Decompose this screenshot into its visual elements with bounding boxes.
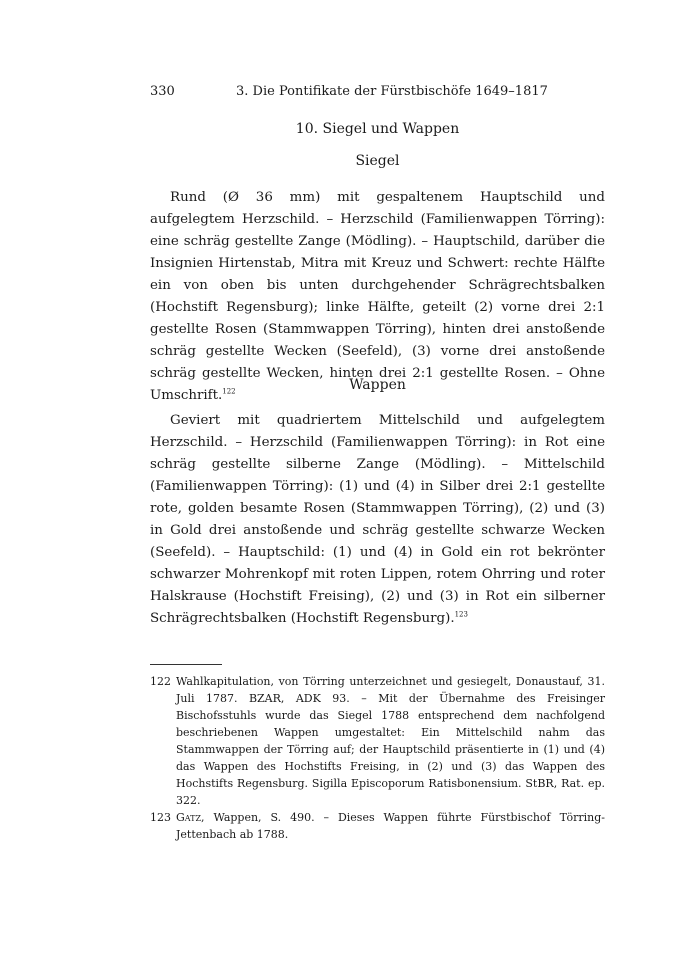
footnote-divider: [150, 664, 222, 665]
wappen-text: Geviert mit quadriertem Mittelschild und aufgelegtem Herzschild. – Herzschild (Familienwappen Törring): in Rot eine schräg gestellte silberne Zange (Mödling). – Mittelschild (Familienwappen Törring): (1) und (4) in Silber drei 2:1 gestellte rote, golden besamte Rosen (Stammwappen Törring), (2) und (3) in Gold drei anstoßende und schräg gestellte schwarze Wecken (Seefeld). – Hauptschild: (1) und (4) in Gold ein rot bekrönter schwarzer Mohrenkopf mit roten Lippen, rotem Ohrring und roter Halskrause (Hochstift Freising), (2) und (3) in Rot ein silberner Schrägrechtsbalken (Hochstift Regensburg).: [150, 413, 605, 626]
section-heading: 10. Siegel und Wappen: [295, 121, 460, 137]
running-title: 3. Die Pontifikate der Fürstbischöfe 1649–1817: [236, 84, 548, 99]
page-number: 330: [150, 84, 175, 99]
footnote-ref-123[interactable]: 123: [454, 610, 468, 619]
wappen-heading: Wappen: [349, 377, 406, 393]
footnote-123: [150, 809, 605, 843]
footnote-ref-122[interactable]: 122: [222, 387, 236, 396]
footnote-text: , Wappen, S. 490. – Dieses Wappen führte Fürstbischof Törring-Jettenbach ab 1788.: [176, 811, 605, 841]
footnote-number: 123: [150, 811, 171, 824]
siegel-heading: Siegel: [355, 153, 400, 169]
wappen-paragraph: [150, 410, 605, 630]
footnote-text: Wahlkapitulation, von Törring unterzeichnet und gesiegelt, Donaustauf, 31. Juli 1787. BZAR, ADK 93. – Mit der Übernahme des Freisinger Bischofsstuhls wurde das Siegel 1788 entsprechend dem nachfolgend beschriebenen Wappen umgestaltet: Ein Mittelschild nahm das Stammwappen der Törring auf; der Hauptschild präsentierte in (1) und (4) das Wappen des Hochstifts Freising, in (2) und (3) das Wappen des Hochstifts Regensburg. Sigilla Episcoporum Ratisbonensium. StBR, Rat. ep. 322.: [176, 675, 605, 807]
footnotes: [150, 673, 605, 843]
footnote-number: 122: [150, 675, 171, 688]
siegel-text: Rund (Ø 36 mm) mit gespaltenem Hauptschild und aufgelegtem Herzschild. – Herzschild (Familienwappen Törring): eine schräg gestellte Zange (Mödling). – Hauptschild, darüber die Insignien Hirtenstab, Mitra mit Kreuz und Schwert: rechte Hälfte ein von oben bis unten durchgehender Schrägrechtsbalken (Hochstift Regensburg); linke Hälfte, geteilt (2) vorne drei 2:1 gestellte Rosen (Stammwappen Törring), hinten drei anstoßende schräg gestellte Wecken (Seefeld), (3) vorne drei anstoßende schräg gestellte Wecken, hinten drei 2:1 gestellte Rosen. – Ohne Umschrift.: [150, 190, 605, 403]
footnote-author: Gatz: [176, 811, 202, 824]
footnote-122: [150, 673, 605, 809]
running-head: [150, 84, 605, 104]
siegel-paragraph: [150, 187, 605, 407]
